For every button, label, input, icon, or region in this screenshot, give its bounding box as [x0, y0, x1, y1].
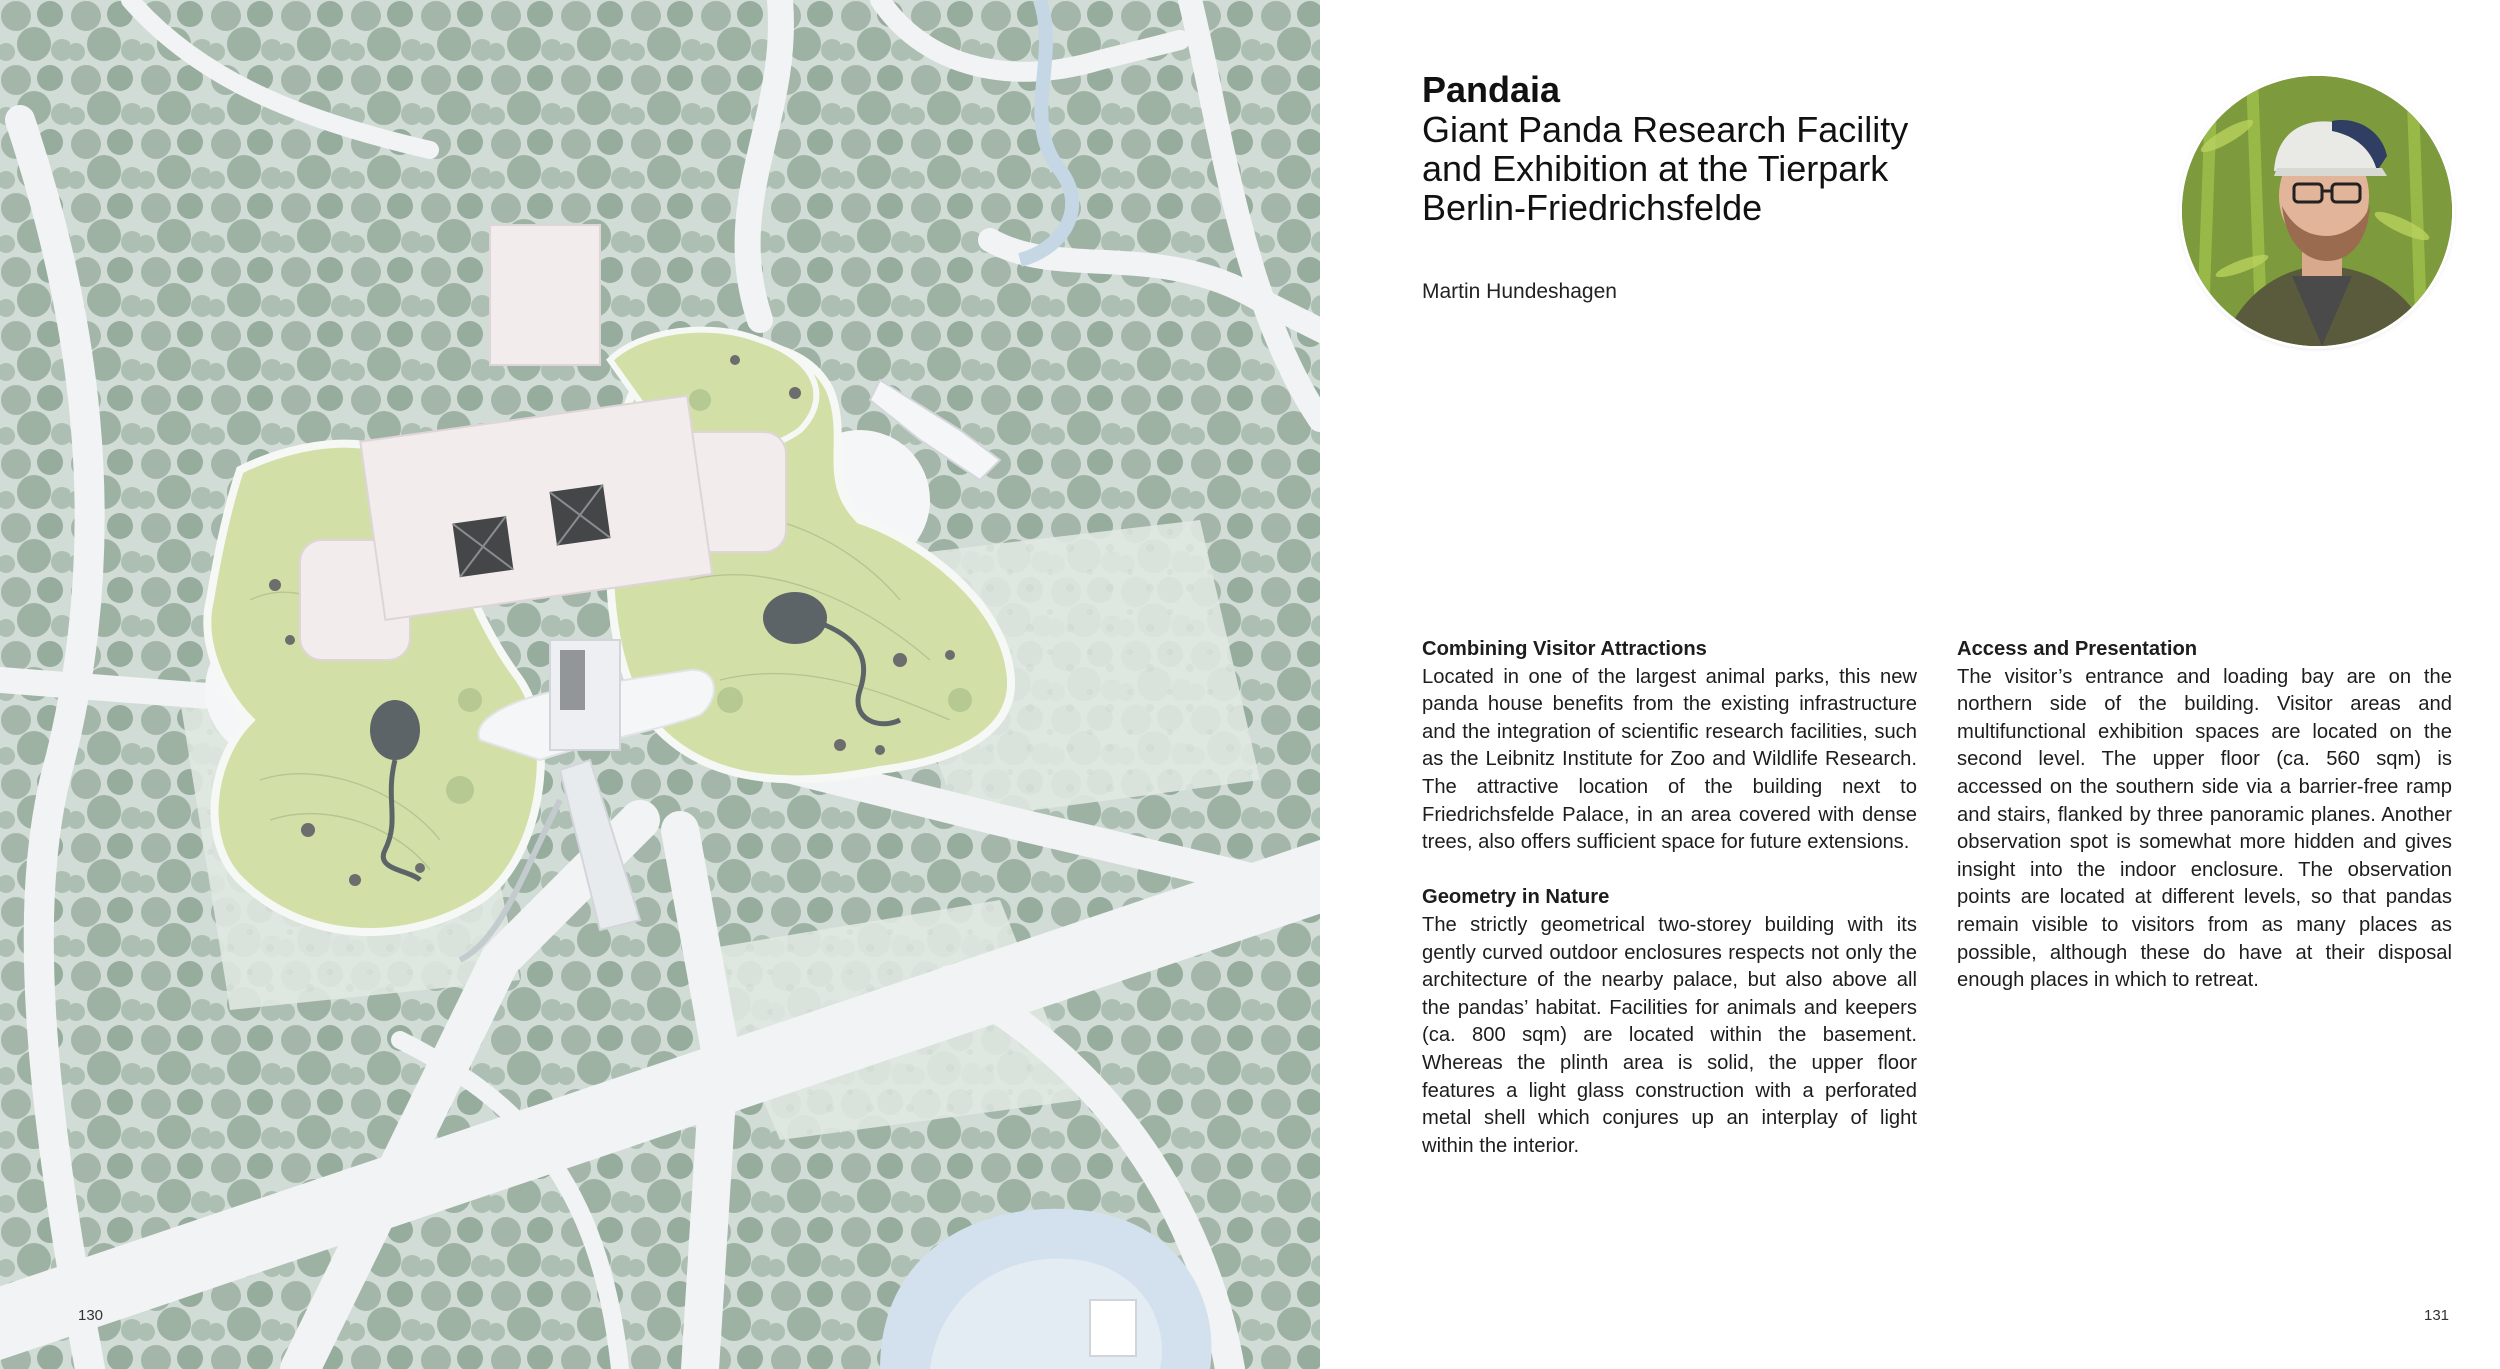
page-number-left: 130 [78, 1307, 104, 1324]
section-body: Located in one of the largest animal parks, this new panda house benefits from the existing infrastructure and the integration of scientific research facilities, such as the Leibnitz Institute for Zoo and Wildlife Research. The attractive location of the building next to Friedrichsfelde Palace, in an area covered with dense trees, also offers sufficient space for future extensions. [1422, 665, 1917, 854]
text-column-right [1957, 636, 2452, 995]
portrait-illustration [2182, 76, 2452, 346]
section-body: The strictly geometrical two-storey building with its gently curved outdoor enclosures respects not only the architecture of the nearby palace, but also above all the pandas’ habitat. Facilities for animals and keepers (ca. 800 sqm) are located within the basement. Whereas the plinth area is solid, the upper floor features a light glass construction with a perforated metal shell which conjures up an interplay of light within the interior. [1422, 913, 1917, 1157]
text-page [1320, 0, 2500, 1369]
author-name: Martin Hundeshagen [1422, 280, 1617, 303]
page-number-right: 131 [2424, 1307, 2450, 1324]
subtitle-line: Berlin-Friedrichsfelde [1422, 187, 1763, 228]
section-body: The visitor’s entrance and loading bay are on the northern side of the building. Visitor areas and multifunctional exhibition spaces are located on the second level. The upper floor (ca. 560 sqm) is accessed on the southern side via a barrier-free ramp and stairs, flanked by three panoramic planes. Another observation spot is somewhat more hidden and gives insight into the indoor enclosure. The observation points are located at different levels, so that pandas remain visible to visitors from as many places as possible, although these do have at their disposal enough places in which to retreat. [1957, 665, 2452, 992]
text-column-left [1422, 636, 1917, 1160]
section-heading: Access and Presentation [1957, 638, 2198, 660]
subtitle-line: and Exhibition at the Tierpark [1422, 148, 1889, 189]
section-heading: Combining Visitor Attractions [1422, 638, 1707, 660]
project-subtitle [1422, 110, 2042, 227]
subtitle-line: Giant Panda Research Facility [1422, 109, 1909, 150]
author-portrait [2182, 76, 2452, 346]
project-title: Pandaia [1422, 69, 1561, 110]
section-heading: Geometry in Nature [1422, 886, 1610, 909]
